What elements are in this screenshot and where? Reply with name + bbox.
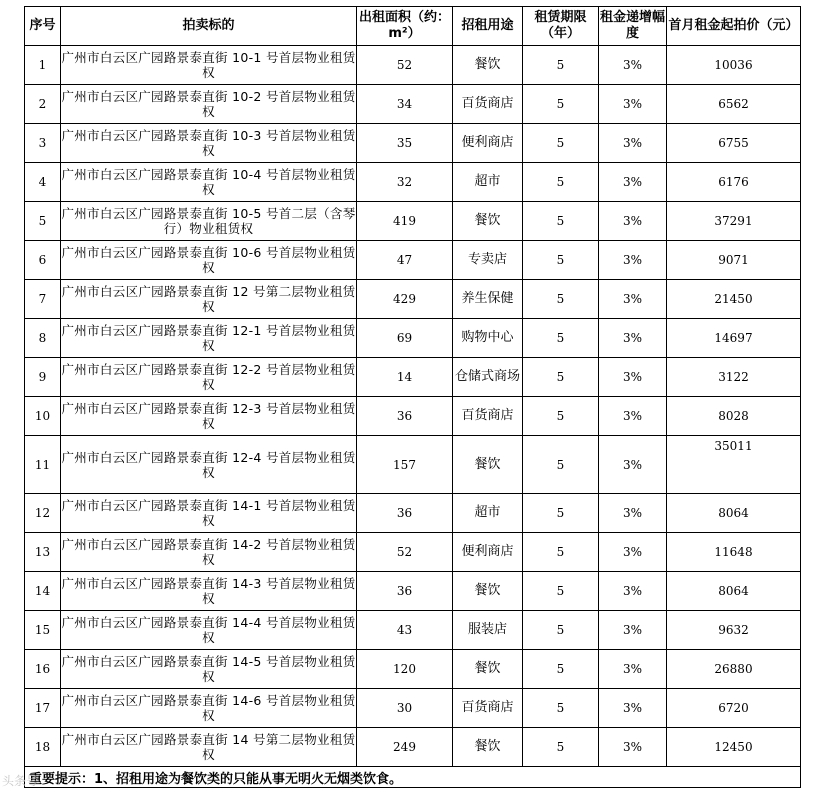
row-price: 8064 [667, 572, 801, 611]
row-target: 广州市白云区广园路景泰直街 12 号第二层物业租赁权 [61, 280, 357, 319]
row-use: 仓储式商场 [453, 358, 523, 397]
row-target: 广州市白云区广园路景泰直街 10-5 号首二层（含琴行）物业租赁权 [61, 202, 357, 241]
row-number: 14 [25, 572, 61, 611]
row-price: 8064 [667, 494, 801, 533]
table-row [25, 319, 801, 358]
row-increase: 3% [599, 280, 667, 319]
row-target: 广州市白云区广园路景泰直街 10-1 号首层物业租赁权 [61, 46, 357, 85]
row-price: 9632 [667, 611, 801, 650]
row-area: 34 [357, 85, 453, 124]
row-target: 广州市白云区广园路景泰直街 14-4 号首层物业租赁权 [61, 611, 357, 650]
table-header-row [25, 7, 801, 46]
row-number: 11 [25, 436, 61, 494]
header-increase: 租金递增幅度 [599, 7, 667, 46]
row-number: 7 [25, 280, 61, 319]
table-row [25, 689, 801, 728]
row-price: 6755 [667, 124, 801, 163]
row-term: 5 [523, 436, 599, 494]
row-use: 购物中心 [453, 319, 523, 358]
row-area: 69 [357, 319, 453, 358]
row-target: 广州市白云区广园路景泰直街 10-3 号首层物业租赁权 [61, 124, 357, 163]
row-number: 10 [25, 397, 61, 436]
row-term: 5 [523, 689, 599, 728]
row-price: 6562 [667, 85, 801, 124]
row-area: 120 [357, 650, 453, 689]
table-row [25, 572, 801, 611]
row-term: 5 [523, 533, 599, 572]
table-row [25, 163, 801, 202]
table-row [25, 46, 801, 85]
table-row [25, 85, 801, 124]
row-price: 9071 [667, 241, 801, 280]
row-term: 5 [523, 163, 599, 202]
header-no: 序号 [25, 7, 61, 46]
row-number: 16 [25, 650, 61, 689]
row-use: 服装店 [453, 611, 523, 650]
row-price: 37291 [667, 202, 801, 241]
table-row [25, 533, 801, 572]
row-number: 15 [25, 611, 61, 650]
row-target: 广州市白云区广园路景泰直街 14-5 号首层物业租赁权 [61, 650, 357, 689]
row-price: 35011 [667, 436, 801, 494]
row-price: 26880 [667, 650, 801, 689]
row-term: 5 [523, 280, 599, 319]
row-target: 广州市白云区广园路景泰直街 12-3 号首层物业租赁权 [61, 397, 357, 436]
row-target: 广州市白云区广园路景泰直街 12-4 号首层物业租赁权 [61, 436, 357, 494]
header-term: 租赁期限（年） [523, 7, 599, 46]
watermark: 头条号 [2, 774, 39, 788]
row-increase: 3% [599, 494, 667, 533]
row-increase: 3% [599, 728, 667, 767]
row-target: 广州市白云区广园路景泰直街 14-6 号首层物业租赁权 [61, 689, 357, 728]
row-use: 餐饮 [453, 572, 523, 611]
row-use: 便利商店 [453, 533, 523, 572]
row-term: 5 [523, 85, 599, 124]
row-number: 3 [25, 124, 61, 163]
row-area: 43 [357, 611, 453, 650]
row-term: 5 [523, 572, 599, 611]
row-use: 百货商店 [453, 397, 523, 436]
table-row [25, 728, 801, 767]
row-area: 36 [357, 397, 453, 436]
row-area: 157 [357, 436, 453, 494]
table-row [25, 124, 801, 163]
row-target: 广州市白云区广园路景泰直街 14 号第二层物业租赁权 [61, 728, 357, 767]
row-use: 餐饮 [453, 728, 523, 767]
header-target: 拍卖标的 [61, 7, 357, 46]
row-target: 广州市白云区广园路景泰直街 12-1 号首层物业租赁权 [61, 319, 357, 358]
row-number: 17 [25, 689, 61, 728]
row-increase: 3% [599, 650, 667, 689]
row-increase: 3% [599, 46, 667, 85]
row-area: 52 [357, 46, 453, 85]
row-area: 36 [357, 494, 453, 533]
row-term: 5 [523, 124, 599, 163]
row-term: 5 [523, 241, 599, 280]
row-number: 9 [25, 358, 61, 397]
row-use: 超市 [453, 494, 523, 533]
row-number: 12 [25, 494, 61, 533]
row-target: 广州市白云区广园路景泰直街 10-6 号首层物业租赁权 [61, 241, 357, 280]
row-term: 5 [523, 46, 599, 85]
row-increase: 3% [599, 358, 667, 397]
row-increase: 3% [599, 397, 667, 436]
row-area: 32 [357, 163, 453, 202]
table-row [25, 611, 801, 650]
row-increase: 3% [599, 163, 667, 202]
row-area: 429 [357, 280, 453, 319]
row-use: 超市 [453, 163, 523, 202]
row-area: 36 [357, 572, 453, 611]
row-term: 5 [523, 728, 599, 767]
row-term: 5 [523, 319, 599, 358]
row-use: 餐饮 [453, 650, 523, 689]
row-price: 11648 [667, 533, 801, 572]
row-number: 1 [25, 46, 61, 85]
table-row [25, 436, 801, 494]
row-number: 6 [25, 241, 61, 280]
row-price: 21450 [667, 280, 801, 319]
row-target: 广州市白云区广园路景泰直街 10-4 号首层物业租赁权 [61, 163, 357, 202]
table-row [25, 280, 801, 319]
row-use: 专卖店 [453, 241, 523, 280]
row-increase: 3% [599, 689, 667, 728]
row-term: 5 [523, 611, 599, 650]
row-price: 6720 [667, 689, 801, 728]
row-area: 30 [357, 689, 453, 728]
row-price: 12450 [667, 728, 801, 767]
table-row [25, 397, 801, 436]
row-target: 广州市白云区广园路景泰直街 14-2 号首层物业租赁权 [61, 533, 357, 572]
header-area: 出租面积（约：m²） [357, 7, 453, 46]
header-price: 首月租金起拍价（元） [667, 7, 801, 46]
row-area: 52 [357, 533, 453, 572]
row-number: 18 [25, 728, 61, 767]
row-increase: 3% [599, 202, 667, 241]
row-area: 419 [357, 202, 453, 241]
row-price: 6176 [667, 163, 801, 202]
row-area: 249 [357, 728, 453, 767]
note-row [25, 767, 801, 788]
row-area: 14 [357, 358, 453, 397]
row-use: 百货商店 [453, 85, 523, 124]
row-price: 14697 [667, 319, 801, 358]
row-number: 13 [25, 533, 61, 572]
row-price: 10036 [667, 46, 801, 85]
table-row [25, 202, 801, 241]
row-increase: 3% [599, 241, 667, 280]
row-use: 养生保健 [453, 280, 523, 319]
row-target: 广州市白云区广园路景泰直街 14-3 号首层物业租赁权 [61, 572, 357, 611]
row-increase: 3% [599, 319, 667, 358]
row-term: 5 [523, 202, 599, 241]
row-increase: 3% [599, 611, 667, 650]
row-term: 5 [523, 358, 599, 397]
row-target: 广州市白云区广园路景泰直街 14-1 号首层物业租赁权 [61, 494, 357, 533]
auction-table [24, 6, 801, 788]
row-use: 餐饮 [453, 436, 523, 494]
row-number: 2 [25, 85, 61, 124]
row-price: 3122 [667, 358, 801, 397]
row-number: 4 [25, 163, 61, 202]
row-term: 5 [523, 494, 599, 533]
table-body [25, 46, 801, 788]
row-term: 5 [523, 397, 599, 436]
row-number: 8 [25, 319, 61, 358]
row-increase: 3% [599, 436, 667, 494]
row-increase: 3% [599, 85, 667, 124]
row-target: 广州市白云区广园路景泰直街 12-2 号首层物业租赁权 [61, 358, 357, 397]
row-price: 8028 [667, 397, 801, 436]
table-row [25, 494, 801, 533]
row-use: 餐饮 [453, 46, 523, 85]
header-use: 招租用途 [453, 7, 523, 46]
row-use: 百货商店 [453, 689, 523, 728]
table-row [25, 650, 801, 689]
row-increase: 3% [599, 124, 667, 163]
row-term: 5 [523, 650, 599, 689]
row-use: 便利商店 [453, 124, 523, 163]
row-area: 35 [357, 124, 453, 163]
table-row [25, 241, 801, 280]
important-note: 重要提示：1、招租用途为餐饮类的只能从事无明火无烟类饮食。 [25, 767, 801, 788]
row-area: 47 [357, 241, 453, 280]
row-use: 餐饮 [453, 202, 523, 241]
row-increase: 3% [599, 572, 667, 611]
row-increase: 3% [599, 533, 667, 572]
table-row [25, 358, 801, 397]
row-target: 广州市白云区广园路景泰直街 10-2 号首层物业租赁权 [61, 85, 357, 124]
row-number: 5 [25, 202, 61, 241]
